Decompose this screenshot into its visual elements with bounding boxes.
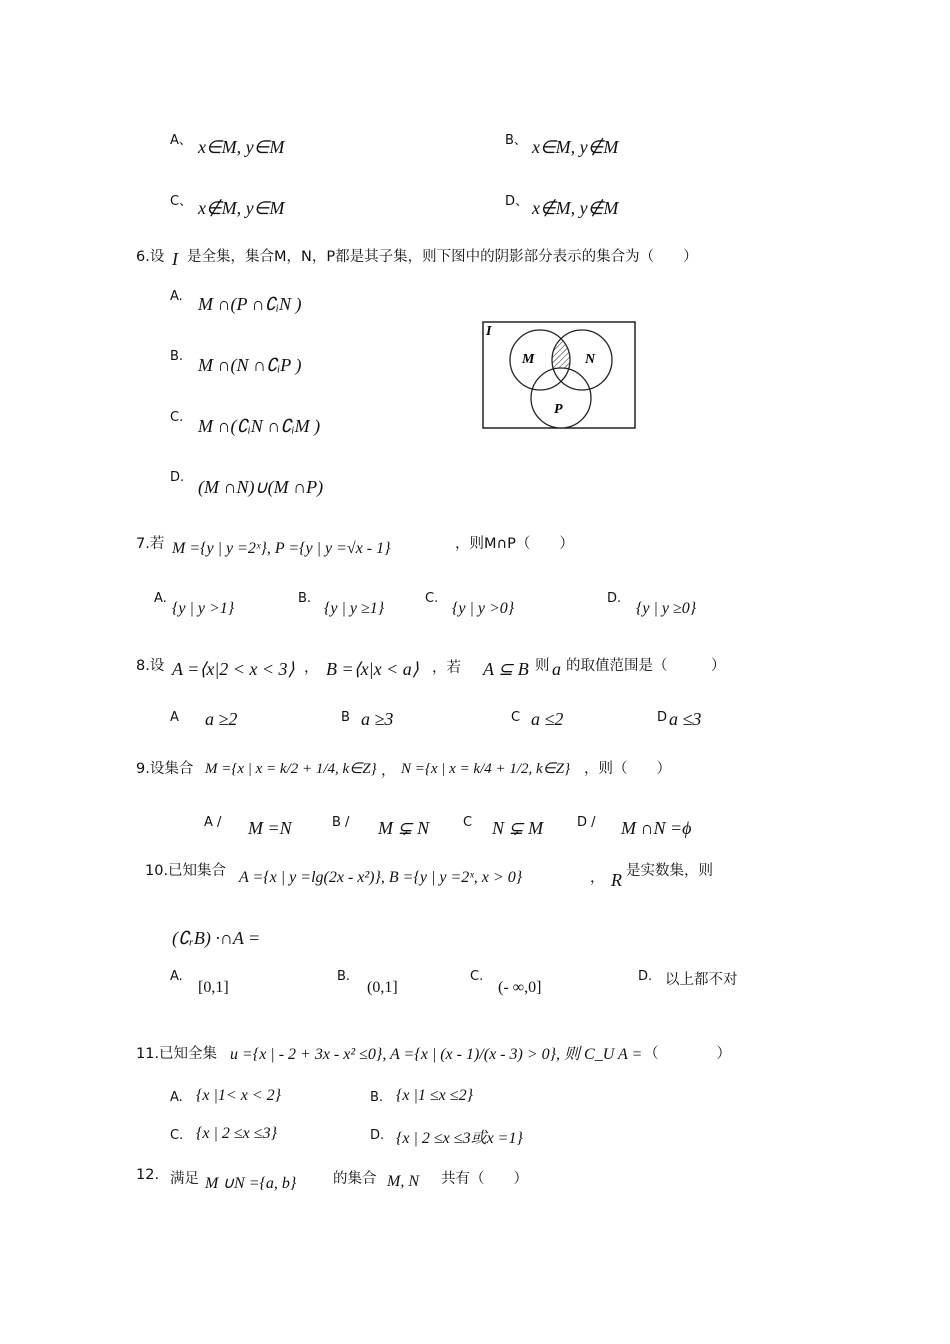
q11-option-c-label: C.	[170, 1128, 184, 1143]
q6-option-c-label: C.	[170, 410, 184, 425]
q9-option-a-math: M =N	[248, 818, 292, 838]
q10-option-d-label: D.	[638, 969, 653, 984]
venn-label-n: N	[585, 352, 596, 367]
q9-option-d-math: M ∩N =ϕ	[621, 818, 692, 838]
q10-option-b-math: (0,1]	[367, 979, 398, 996]
q9-option-a-label: A /	[204, 815, 222, 830]
q6-option-d-label: D.	[170, 470, 185, 485]
q9-option-c-label: C	[463, 815, 473, 830]
q9-number: 9.设集合	[136, 761, 194, 777]
q10-option-a-label: A.	[170, 969, 183, 984]
q7-option-d-label: D.	[607, 591, 622, 606]
q9-tail: ，则（ ）	[584, 761, 671, 777]
q7-option-d-math: {y | y ≥0}	[636, 600, 697, 617]
q11-option-a-label: A.	[170, 1090, 183, 1105]
q5-option-c-label: C、	[170, 194, 193, 209]
q7-option-b-label: B.	[298, 591, 312, 606]
q10-expression: (∁ᵣB) ·∩A =	[172, 928, 261, 948]
q9-option-c-math: N ⊊ M	[492, 818, 544, 838]
q11-option-d-label: D.	[370, 1128, 385, 1143]
q12-mid: 的集合	[333, 1171, 377, 1187]
q10-option-a-math: [0,1]	[198, 979, 229, 996]
q8-math-a: A =⟨x|2 < x < 3⟩	[172, 659, 295, 679]
q7-number: 7.若	[136, 536, 165, 552]
q11-option-a-math: {x |1< x < 2}	[196, 1087, 281, 1104]
q7-tail: ，则M∩P（ ）	[455, 536, 574, 552]
q12-number: 12.	[136, 1167, 160, 1183]
q5-option-b-math: x∈M, y∉M	[532, 137, 619, 157]
q5-option-c-math: x∉M, y∈M	[198, 198, 285, 218]
q8-tail: 的取值范围是（ ）	[566, 658, 726, 674]
q11-option-b-label: B.	[370, 1090, 384, 1105]
q8-option-b-math: a ≥3	[361, 709, 394, 729]
q6-number: 6.设	[136, 249, 165, 265]
q10-option-b-label: B.	[337, 969, 351, 984]
q8-option-c-math: a ≤2	[531, 709, 564, 729]
q10-option-d-text: 以上都不对	[665, 972, 738, 988]
q10-tail: 是实数集，则	[626, 863, 713, 879]
q8-number: 8.设	[136, 658, 165, 674]
venn-label-universe: I	[486, 324, 492, 339]
q9-comma: ，	[381, 763, 396, 779]
q8-math-b: B =⟨x|x < a⟩	[326, 659, 419, 679]
q8-option-d-label: D	[657, 710, 668, 725]
q8-option-a-math: a ≥2	[205, 709, 238, 729]
q6-option-d-math: (M ∩N)∪(M ∩P)	[198, 477, 324, 497]
q11-option-d-math: {x | 2 ≤x ≤3或x =1}	[396, 1130, 523, 1147]
venn-diagram	[482, 320, 638, 430]
q7-option-c-label: C.	[425, 591, 439, 606]
q12-vars: M, N	[387, 1173, 419, 1190]
q8-var: a	[552, 659, 561, 679]
q9-math-m: M ={x | x = k/2 + 1/4, k∈Z}	[205, 761, 377, 777]
q10-option-c-label: C.	[470, 969, 484, 984]
q10-comma: ，	[590, 870, 605, 886]
q8-option-a-label: A	[170, 710, 179, 725]
q10-option-c-math: (- ∞,0]	[498, 979, 542, 996]
q10-math: A ={x | y =lg(2x - x²)}, B ={y | y =2ˣ, x > 0}	[239, 869, 523, 886]
q5-option-a-label: A、	[170, 133, 192, 148]
q6-option-b-label: B.	[170, 349, 184, 364]
venn-label-p: P	[554, 402, 563, 417]
q7-option-a-label: A.	[154, 591, 167, 606]
q12-stem: 满足	[170, 1171, 199, 1187]
q7-option-c-math: {y | y >0}	[452, 600, 515, 617]
q11-number: 11.已知全集	[136, 1046, 218, 1062]
q5-option-d-math: x∉M, y∉M	[532, 198, 619, 218]
q5-option-d-label: D、	[505, 194, 529, 209]
q8-if: ，若	[432, 660, 461, 676]
q6-stem: 是全集，集合M，N，P都是其子集，则下图中的阴影部分表示的集合为（ ）	[187, 249, 698, 265]
q8-comma: ，	[304, 660, 319, 676]
q12-math: M ∪N ={a, b}	[205, 1175, 297, 1192]
q6-option-a-math: M ∩(P ∩∁ᵢN )	[198, 294, 302, 314]
q10-number: 10.已知集合	[145, 863, 227, 879]
q6-option-c-math: M ∩(∁ᵢN ∩∁ᵢM )	[198, 416, 321, 436]
q11-tail: （ ）	[644, 1046, 731, 1062]
q7-math: M ={y | y =2ˣ}, P ={y | y =√x - 1}	[172, 540, 391, 557]
q9-option-b-math: M ⊊ N	[378, 818, 430, 838]
q8-option-c-label: C	[511, 710, 521, 725]
q6-var: I	[172, 249, 178, 269]
q12-tail: 共有（ ）	[441, 1171, 528, 1187]
q9-option-b-label: B /	[332, 815, 350, 830]
q5-option-a-math: x∈M, y∈M	[198, 137, 285, 157]
q5-option-b-label: B、	[505, 133, 527, 148]
q8-option-b-label: B	[341, 710, 350, 725]
q6-option-b-math: M ∩(N ∩∁ᵢP )	[198, 355, 302, 375]
q8-condition: A ⊆ B	[483, 659, 529, 679]
q11-option-c-math: {x | 2 ≤x ≤3}	[196, 1125, 277, 1142]
venn-label-m: M	[522, 352, 535, 367]
q8-option-d-math: a ≤3	[669, 709, 702, 729]
q9-math-n: N ={x | x = k/4 + 1/2, k∈Z}	[401, 761, 571, 777]
q10-var: R	[611, 870, 622, 890]
q6-option-a-label: A.	[170, 289, 183, 304]
q8-then: 则	[535, 658, 550, 674]
q7-option-b-math: {y | y ≥1}	[324, 600, 385, 617]
q11-option-b-math: {x |1 ≤x ≤2}	[396, 1087, 473, 1104]
q9-option-d-label: D /	[577, 815, 596, 830]
q11-math: u ={x | - 2 + 3x - x² ≤0}, A ={x | (x - 1)/(x - 3) > 0}, 则 C_U A =	[230, 1046, 643, 1063]
q7-option-a-math: {y | y >1}	[172, 600, 235, 617]
